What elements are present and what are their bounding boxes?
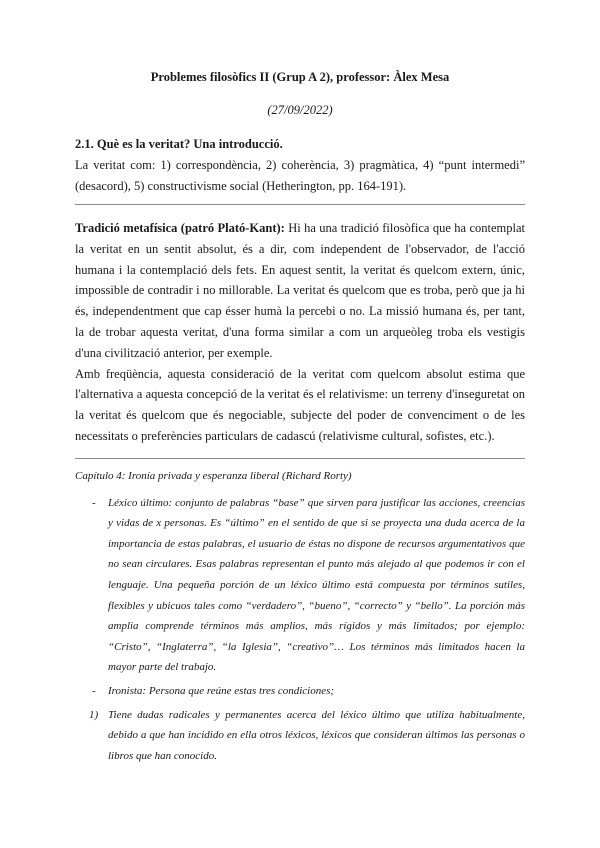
list-marker: 1): [89, 708, 99, 721]
paragraph: Amb freqüència, aquesta consideració de la veritat com quelcom absolut estima que l'alternativa a aquesta concepció de la veritat és el relativisme: un terreny d'inseguretat on la veritat és quelcom que és negociable, subjecte del poder de convenciment o de les necessitats o preferències particulars de cadascú (relativisme cultural, sofistes, etc.).: [75, 366, 525, 443]
paragraph: [75, 218, 525, 364]
list-item-text: Ironista: Persona que reúne estas tres condiciones;: [108, 684, 335, 697]
document-date: (27/09/2022): [267, 103, 333, 117]
list-marker: -: [92, 496, 96, 509]
paragraph-text: Hi ha una tradició filosòfica que ha contemplat la veritat en un sentit absolut, és a dir, com independent de l'observador, de l'acció humana i la contemplació dels fets. En aquest sentit, la veritat és quelcom extern, únic, impossible de contradir i no millorable. La veritat és quelcom que es troba, però que ja hi és, independentment que cap ésser humà la percebi o no. La missió humana és, per tant, la de trobar aquesta veritat, d'una forma similar a com un arqueòleg troba els vestigis d'una civilització anterior, per exemple.: [75, 221, 525, 360]
divider-rule: [75, 204, 525, 205]
section-body: La veritat com: 1) correspondència, 2) coherència, 3) pragmàtica, 4) “punt intermedi” (desacord), 5) constructivisme social (Hetherington, pp. 164-191).: [75, 157, 525, 193]
list-item-text: Tiene dudas radicales y permanentes acerca del léxico último que utiliza habitualmente, debido a que han incidido en ella otros léxicos, léxicos que consideran últimos las personas o libros que han conocido.: [108, 708, 525, 762]
list-item: [75, 681, 525, 702]
section-rorty-notes: [75, 466, 525, 766]
section-truth-intro: [75, 134, 525, 196]
list-item-text: Léxico último: conjunto de palabras “base” que sirven para justificar las acciones, creencias y vidas de x personas. Es “último” en el sentido de que si se proyecta una duda acerca de la importancia de estas palabras, el usuario de éstas no dispone de recursos argumentativos que no sean circulares. Esas palabras representan el punto más alejado al que podemos ir con el lenguaje. Una pequeña porción de un léxico último está compuesta por términos sutiles, flexibles y ubicuos tales como “verdadero”, “bueno”, “correcto” y “bello”. La porción más amplia comprende términos más amplios, más rígidos y más limitados; por ejemplo: “Cristo”, “Inglaterra”, “la Iglesia”, “creativo”… Los términos más limitados hacen la mayor parte del trabajo.: [108, 496, 525, 674]
document-title: Problemes filosòfics II (Grup A 2), professor: Àlex Mesa: [150, 70, 450, 84]
section-metaphysical-tradition: [75, 218, 525, 447]
list-item: [75, 493, 525, 678]
list-marker: -: [92, 684, 96, 697]
paragraph-lead: Tradició metafísica (patró Plató-Kant):: [75, 221, 285, 235]
divider-rule: [75, 458, 525, 459]
chapter-caption: Capítulo 4: Ironía privada y esperanza liberal (Richard Rorty): [75, 470, 352, 482]
section-heading: 2.1. Què es la veritat? Una introducció.: [75, 137, 283, 151]
list-item: [75, 705, 525, 767]
